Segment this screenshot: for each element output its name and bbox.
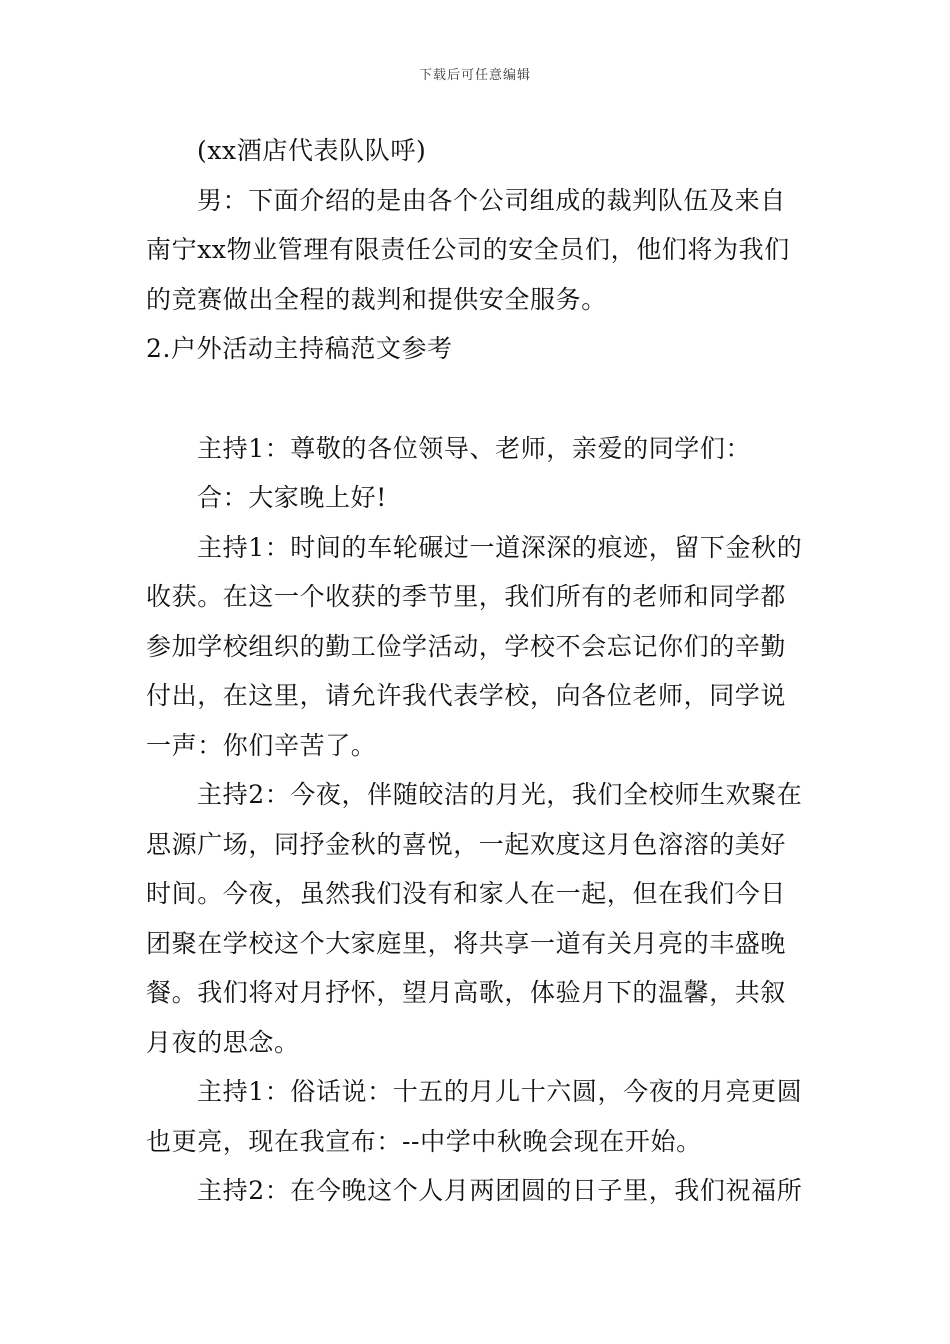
document-body [146,126,808,1216]
paragraph-host1-announcement: 主持1：俗话说：十五的月儿十六圆，今夜的月亮更圆 也更亮，现在我宣布：--中学中秋晚会现在开始。 [146,1077,803,1156]
paragraph-evening-greeting: 合：大家晚上好! [197,483,387,512]
paragraph-greeting: 主持1：尊敬的各位领导、老师，亲爱的同学们： [197,433,752,463]
section-title: 2.户外活动主持稿范文参考 [146,334,453,363]
paragraph-team-cheer: (xx酒店代表队队呼) [197,136,427,165]
page-header-note: 下载后可任意编辑 [418,68,531,83]
paragraph-host1-harvest: 主持1：时间的车轮碾过一道深深的痕迹，留下金秋的 收获。在这一个收获的季节里，我们所有的老师和同学都 参加学校组织的勤工俭学活动，学校不会忘记你们的辛勤 付出，在这里，请允许我代表学校，向各位老师，同学说 一声：你们辛苦了。 [146,532,803,760]
paragraph-host2-blessing: 主持2：在今晚这个人月两团圆的日子里，我们祝福所 [197,1176,803,1205]
paragraph-host2-moonlight: 主持2：今夜，伴随皎洁的月光，我们全校师生欢聚在 思源广场，同抒金秋的喜悦，一起欢度这月色溶溶的美好 时间。今夜，虽然我们没有和家人在一起，但在我们今日 团聚在学校这个大家庭里，将共享一道有关月亮的丰盛晚 餐。我们将对月抒怀，望月高歌，体验月下的温馨，共叙 月夜的思念。 [146,780,803,1057]
paragraph-referee-intro: 男：下面介绍的是由各个公司组成的裁判队伍及来自 南宁xx物业管理有限责任公司的安全员们，他们将为我们 的竞赛做出全程的裁判和提供安全服务。 [146,185,790,314]
